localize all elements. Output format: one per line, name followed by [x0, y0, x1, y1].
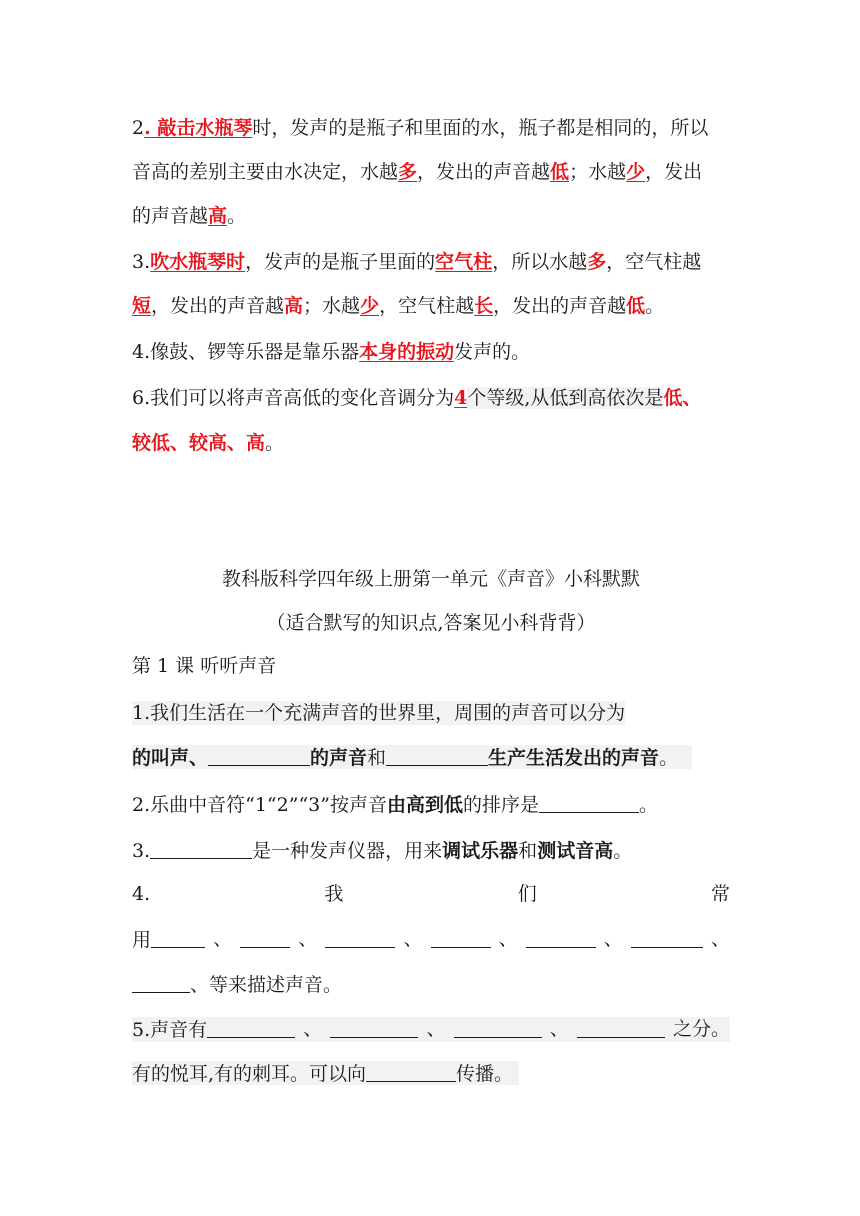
fill-blank[interactable]	[207, 1017, 295, 1038]
question-4-line3: 、等来描述声音。	[132, 972, 342, 996]
answer-keyword: 较低、较高、高	[132, 432, 266, 454]
fill-blank[interactable]	[631, 927, 703, 948]
fill-blank[interactable]	[526, 927, 596, 948]
answer-keyword: 多	[398, 161, 418, 183]
answer-keyword: 低、	[663, 387, 702, 409]
answer-item-6-line2: 较低、较高、高。	[132, 432, 285, 454]
answer-keyword: 吹水瓶琴时	[150, 251, 246, 273]
answer-keyword: 空气柱	[435, 251, 493, 273]
fill-blank[interactable]	[208, 745, 310, 766]
fill-blank[interactable]	[366, 1061, 456, 1082]
question-3: 3. 是一种发声仪器，用来调试乐器和测试音高。	[132, 840, 633, 862]
quiz-subtitle: （适合默写的知识点,答案见小科背背）	[266, 612, 596, 634]
answer-keyword: 本身的振动	[359, 341, 455, 363]
fill-blank[interactable]	[454, 1017, 542, 1038]
question-4-line1: 4. 我 们 常	[132, 883, 730, 905]
answer-item-3-line2: 短，发出的声音越高；水越少，空气柱越长，发出的声音越低。	[132, 295, 665, 317]
fill-blank[interactable]	[539, 792, 639, 813]
answer-keyword: 4	[454, 387, 468, 409]
answer-keyword: 短	[132, 295, 152, 317]
answer-item-2-line2: 音高的差别主要由水决定，水越多，发出的声音越低；水越少，发出	[132, 161, 703, 183]
fill-blank[interactable]	[330, 1017, 418, 1038]
answer-keyword: 低	[550, 161, 570, 183]
answer-keyword: 高	[284, 295, 304, 317]
fill-blank[interactable]	[240, 927, 290, 948]
answer-keyword: 少	[626, 161, 646, 183]
fill-blank[interactable]	[577, 1017, 665, 1038]
lesson-heading: 第 1 课 听听声音	[132, 655, 277, 677]
answer-item-3-line1: 3.吹水瓶琴时，发声的是瓶子里面的空气柱，所以水越多，空气柱越	[132, 251, 702, 273]
question-1-line1: 1.我们生活在一个充满声音的世界里，周围的声音可以分为	[132, 702, 626, 724]
answer-item-2-line1: 2. 敲击水瓶琴时，发声的是瓶子和里面的水，瓶子都是相同的，所以	[132, 117, 709, 139]
answer-keyword: 多	[587, 251, 607, 273]
quiz-title: 教科版科学四年级上册第一单元《声音》小科默默	[221, 568, 640, 590]
answer-item-2-line3: 的声音越高。	[132, 205, 247, 227]
answer-keyword: 少	[360, 295, 380, 317]
question-5-line1: 5.声音有 、 、 、 之分。	[132, 1018, 730, 1041]
question-4-line2: 用 、 、 、 、 、 、	[132, 928, 730, 951]
fill-blank[interactable]	[132, 972, 190, 993]
question-5-line2: 有的悦耳,有的刺耳。可以向 传播。	[132, 1061, 519, 1085]
answer-item-6-line1: 6.我们可以将声音高低的变化音调分为4个等级,从低到高依次是低、	[132, 387, 702, 409]
answer-keyword: 长	[474, 295, 494, 317]
answer-keyword: 低	[626, 295, 646, 317]
fill-blank[interactable]	[431, 927, 491, 948]
fill-blank[interactable]	[150, 838, 252, 859]
answer-item-4: 4.像鼓、锣等乐器是靠乐器本身的振动发声的。	[132, 341, 531, 363]
question-1-line2: 的叫声、 的声音和 生产生活发出的声音。	[132, 745, 692, 769]
fill-blank[interactable]	[386, 745, 488, 766]
fill-blank[interactable]	[325, 927, 395, 948]
fill-blank[interactable]	[151, 927, 205, 948]
question-2: 2.乐曲中音符“1“2”“3”按声音由高到低的排序是 。	[132, 794, 659, 816]
answer-keyword: 高	[208, 205, 228, 227]
answer-keyword: . 敲击水瓶琴	[144, 117, 253, 139]
